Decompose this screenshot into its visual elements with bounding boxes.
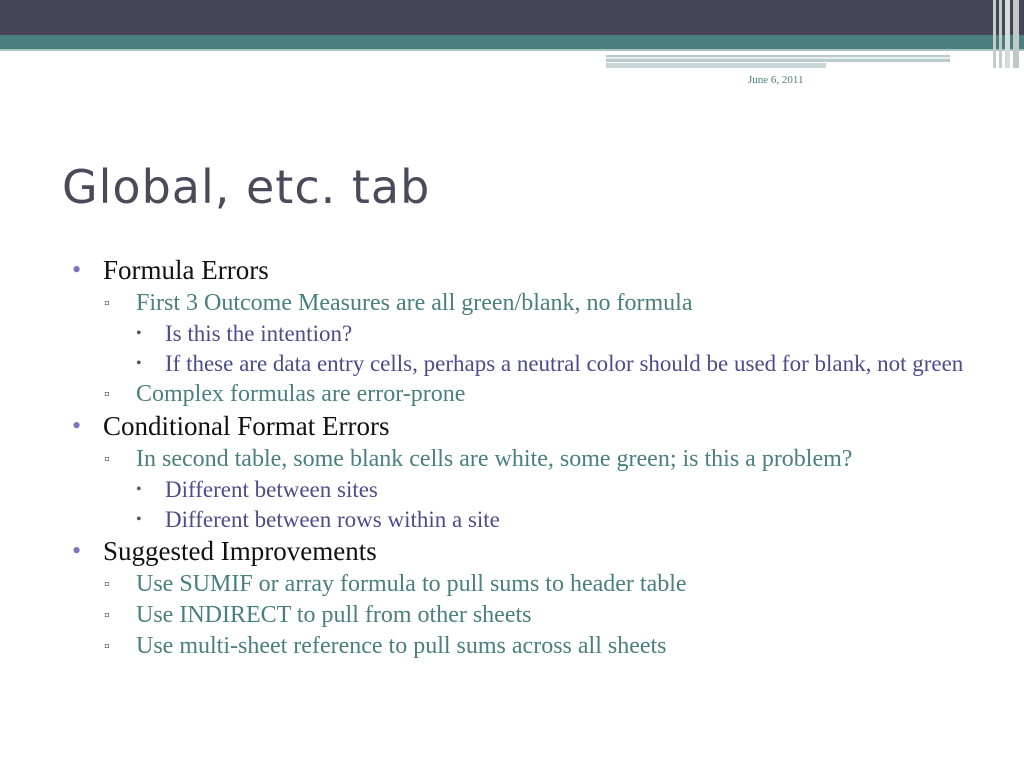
bullet-conditional-format-errors — [72, 410, 972, 442]
sub-bullet-indirect — [104, 602, 972, 629]
sub-bullet-text: In second table, some blank cells are white, some green; is this a problem? — [136, 446, 853, 472]
sub-bullet-text: Use multi-sheet reference to pull sums across all sheets — [136, 633, 667, 659]
sub-bullet-complex-formulas — [104, 381, 972, 408]
slide-date: June 6, 2011 — [748, 74, 804, 86]
sub-sub-bullet-between-sites — [134, 477, 972, 503]
sub-sub-bullet-text: Different between rows within a site — [165, 507, 500, 532]
sub-sub-bullet-text: If these are data entry cells, perhaps a neutral color should be used for blank, not green — [165, 351, 964, 376]
sub-bullet-square-icon: ▫ — [104, 451, 110, 468]
sub-bullet-text: Use INDIRECT to pull from other sheets — [136, 602, 532, 628]
sub-sub-bullet-intention — [134, 321, 972, 347]
sub-bullet-sumif — [104, 571, 972, 598]
sub-bullet-second-table — [104, 446, 972, 473]
sub-sub-bullet-neutral-color — [134, 351, 972, 377]
sub-sub-bullet-between-rows — [134, 507, 972, 533]
sub-bullet-multi-sheet — [104, 633, 972, 660]
bullet-text: Suggested Improvements — [103, 536, 377, 566]
bullet-text: Conditional Format Errors — [103, 411, 390, 441]
header-accent-line — [606, 57, 950, 59]
sub-bullet-square-icon: ▫ — [104, 386, 110, 403]
header-teal-band — [0, 35, 1024, 49]
slide-body — [72, 252, 972, 660]
bullet-suggested-improvements — [72, 535, 972, 567]
sub-bullet-square-icon: ▫ — [104, 638, 110, 655]
bullet-formula-errors — [72, 254, 972, 286]
header-thin-band — [0, 49, 1024, 51]
sub-sub-bullet-text: Different between sites — [165, 477, 378, 502]
sub-bullet-outcome-measures — [104, 290, 972, 317]
sub-bullet-text: Use SUMIF or array formula to pull sums to header table — [136, 571, 687, 597]
sub-bullet-square-icon: ▫ — [104, 607, 110, 624]
sub-bullet-square-icon: ▫ — [104, 576, 110, 593]
bullet-dot-icon: • — [72, 536, 82, 565]
bullet-text: Formula Errors — [103, 255, 269, 285]
sub-bullet-text: First 3 Outcome Measures are all green/blank, no formula — [136, 290, 693, 316]
sub-sub-bullet-dot-icon: • — [136, 511, 142, 528]
header-dark-band — [0, 0, 1024, 35]
bullet-dot-icon: • — [72, 411, 82, 440]
header-accent-strip-short — [606, 63, 826, 68]
slide-title: Global, etc. tab — [62, 160, 431, 214]
bullet-dot-icon: • — [72, 255, 82, 284]
sub-sub-bullet-dot-icon: • — [136, 355, 142, 372]
sub-bullet-square-icon: ▫ — [104, 295, 110, 312]
sub-sub-bullet-text: Is this the intention? — [165, 321, 353, 346]
sub-bullet-text: Complex formulas are error-prone — [136, 381, 466, 407]
sub-sub-bullet-dot-icon: • — [136, 325, 142, 342]
sub-sub-bullet-dot-icon: • — [136, 481, 142, 498]
